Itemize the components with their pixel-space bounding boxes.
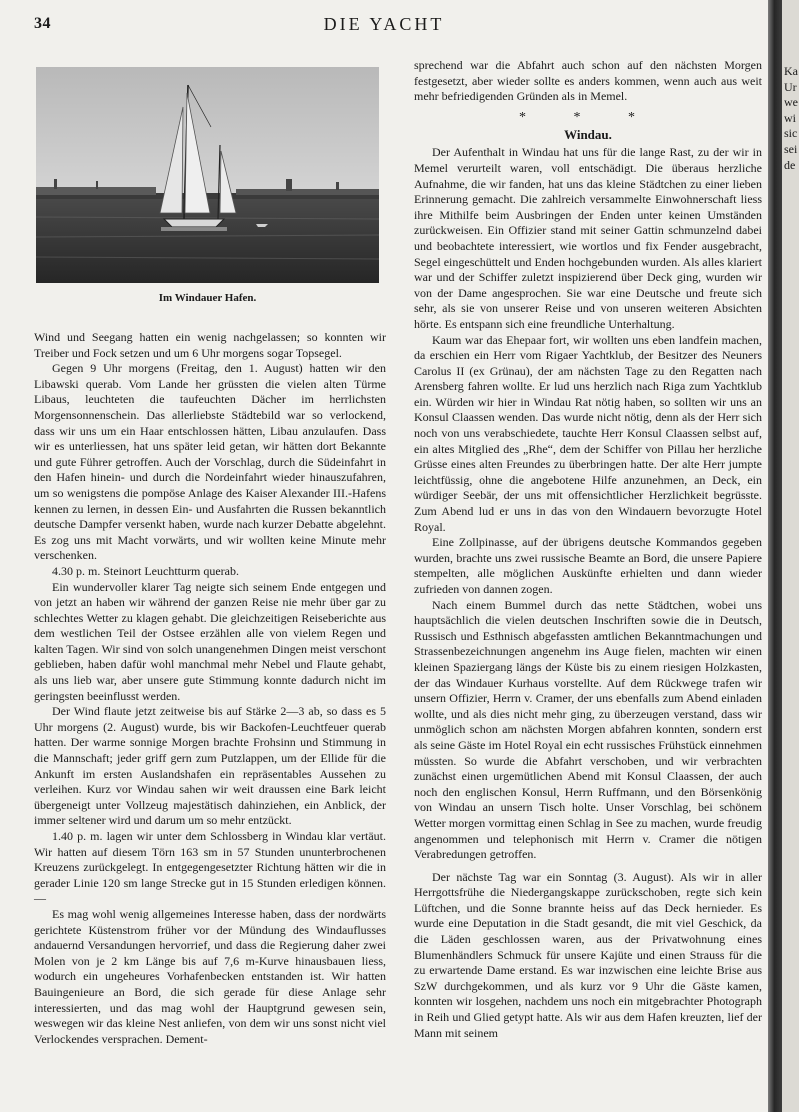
paragraph: Wind und Seegang hatten ein wenig nachgelassen; so konnten wir Treiber und Fock setzen und um 6 Uhr morgens sogar Topsegel.: [34, 330, 386, 360]
fragment-line: sic: [784, 126, 798, 141]
right-column: [414, 58, 762, 1041]
book-gutter: [768, 0, 782, 1112]
harbour-photo: [36, 67, 379, 283]
figure-caption: Im Windauer Hafen.: [158, 292, 257, 304]
next-page-fragment: [782, 0, 799, 1112]
fragment-line: de: [784, 157, 796, 172]
section-heading: Windau.: [564, 126, 612, 142]
sailing-yacht-image: [36, 67, 379, 283]
fragment-line: we: [784, 95, 798, 110]
paragraph: Ein wundervoller klarer Tag neigte sich seinem Ende entgegen und von jetzt an haben wir während der ganzen Reise nie mehr über gar zu schlechtes Wetter zu klagen gehabt. Die gleichzeitigen Reiseberichte aus dem westlichen Teil der Ostsee erzählen alle von vielem Regen und kalten Tagen. Wir sind von solch unangenehmen Dingen meist verschont geblieben, haben dafür wohl manchmal mehr Nebel und Flaute gehabt, als uns lieb war, aber unsere gute Stimmung konnte dadurch nicht im geringsten beeinflusst werden.: [34, 579, 386, 703]
paragraph: Der nächste Tag war ein Sonntag (3. August). Als wir in aller Herrgottsfrühe die Niedergangskappe zurückschoben, regte sich kein Lüftchen, und die Sonne brannte heiss auf das Deck hernieder. Es wurde eine Deputation in die Stadt gesandt, die mit viel Geschick, da die Läden geschlossen waren, aus der Privatwohnung eines Blumenhändlers Schmuck für unsere Kajüte und einen Strauss für die zu erwartende Dame erstand. Es war inzwischen eine leichte Brise aus SzW durchgekommen, und als kurz vor 9 Uhr die Gäste kamen, konnten wir losgehen, nachdem uns noch ein mitgebrachter Photograph in Reih und Glied getypt hatte. Als wir aus dem Hafen kreuzten, lief der Mann mit seinem: [414, 869, 762, 1040]
paragraph: 1.40 p. m. lagen wir unter dem Schlossberg in Windau klar vertäut. Wir hatten auf diesem Törn 163 sm in 57 Stunden ununterbrochenen Kreuzens zurückgelegt. In entgegengesetzter Richtung hätten wir die in gerader Linie 120 sm lange Strecke gut in 15 Stunden erledigen können. —: [34, 829, 386, 906]
paragraph: Der Wind flaute jetzt zeitweise bis auf Stärke 2—3 ab, so dass es 5 Uhr morgens (2. August) wurde, bis wir Backofen-Leuchtfeuer querab hatten. Der warme sonnige Morgen brachte Frohsinn und Stimmung in die Mannschaft; jeder griff gern zum Putzlappen, um der Ellide für die Ankunft im ersten Auslandshafen ein repräsentables Aussehen zu verleihen. Kurz vor Windau sahen wir weit draussen eine Bark leicht übergeneigt unter Vollzeug majestätisch dahinziehen, ein Anblick, der immer seltener wird und darum um so mehr entzückt.: [34, 704, 386, 828]
paragraph: Nach einem Bummel durch das nette Städtchen, wobei uns hauptsächlich die vielen deutschen Inschriften sowie die in Deutsch, Russisch und Esthnisch abgefassten amtlichen Bekanntmachungen und Strassenbezeichnungen angenehm ins Auge fielen, machten wir einen kleinen Spaziergang längs der Küste bis zu einem riesigen Holzkasten, der das Windauer Kurhaus vorstellte. Auf dem Rückwege trafen wir unsern Offizier, Herrn v. Cramer, der uns ebenfalls zum Abend einladen wollte, und als dies nicht mehr ging, zu überzeugen verstand, dass wir unmöglich schon am nächsten Morgen abfahren konnten, sondern erst als seine Gäste im Hotel Royal ein echt russisches Frühstück einnehmen müssten. So wurde die Abfahrt verschoben, und wir verbrachten zunächst einen urgemütlichen Abend mit Konsul Claassen, der auch noch den englischen Konsul, Herrn Ruffmann, und den Börsenkönig von Windau an unsern Tisch holte. Unser Vorschlag, bei schönem Wetter morgen vormittag einen Schlag in See zu machen, wurde freudig angenommen und telephonisch mit Herrn v. Cramer die nötigen Verabredungen getroffen.: [414, 597, 762, 862]
fragment-line: sei: [784, 141, 798, 156]
paragraph: Es mag wohl wenig allgemeines Interesse haben, dass der nordwärts gerichtete Küstenstrom früher vor der Mündung des Windauflusses andauernd Versandungen hervorrief, und dass die Regierung daher zwei Molen von je 2 km Länge bis auf 7,6 m-Kurve hinausbauen liess, wodurch ein ungeheures Vorhafenbecken entstanden ist. Wir hatten Bauingenieure an Bord, die sich gerade für diese Anlage sehr interessierten, und das mag wohl der Hauptgrund gewesen sein, weswegen wir das kleine Nest anliefen, von dem wir uns sonst nicht viel Verlockendes versprachen. Dement-: [34, 906, 386, 1046]
running-title: DIE YACHT: [323, 14, 445, 34]
paragraph: Eine Zollpinasse, auf der übrigens deutsche Kommandos gegeben wurden, brachte uns zwei russische Beamte an Bord, die unsere Papiere stempelten, alle möglichen Auskünfte erhielten und dann wieder zufrieden von dannen zogen.: [414, 535, 762, 596]
left-column: [34, 330, 386, 1047]
fragment-line: Ur: [784, 79, 797, 94]
paragraph: 4.30 p. m. Steinort Leuchtturm querab.: [52, 563, 239, 578]
fragment-line: wi: [784, 110, 796, 125]
paragraph: Der Aufenthalt in Windau hat uns für die lange Rast, zu der wir in Memel verurteilt waren, voll entschädigt. Die überaus herzliche Aufnahme, die wir fanden, hat uns das kleine Städtchen zu einer lieben Erinnerung gemacht. Die zahlreich versammelte Einwohnerschaft liess ihre Mithilfe beim Ausbringen der Enden unter keinen Umständen zurückweisen. Ein Offizier stand mit seiner Gattin schmunzelnd dabei und beobachtete interessiert, wie wortlos und fix Fender ausgebracht, Segel eingeschüttelt und Enden hochgebunden wurden. Als alles klariert war und der Schiffer zuletzt inspizierend über Deck ging, wurden wir von der Dame angesprochen. Sie war eine Deutsche und freute sich sehr, als sie von unserer Reise und von unseren weiteren Absichten hörte. Es entspann sich eine freundliche Unterhaltung.: [414, 145, 762, 331]
paragraph: Gegen 9 Uhr morgens (Freitag, den 1. August) hatten wir den Libawski querab. Vom Lande her grüssten die vielen alten Türme Libaus, leuchteten die taufeuchten Dächer im herrlichsten Morgensonnenschein. Das allerliebste Städtebild war so verlockend, dass wir uns um ein Haar entschlossen hätten, Libau anzulaufen. Dass wir es unterliessen, hat uns später leid getan, wir hätten dort Bekannte und gute Führer getroffen. Auch der Vorschlag, durch die Südeinfahrt in den Hafen hinein- und durch die Nordeinfahrt wieder hinauszufahren, um so wenigstens die pompöse Anlage des Kaiser Alexander III.-Hafens kennen zu lernen, in dessen Ein- und Ausfahrten die Russen bekanntlich deutsche Dampfer versenkt haben, wurde nach kurzer Debatte abgelehnt. Es zog uns mit Macht vorwärts, und wir wollten keine Minute mehr verschenken.: [34, 361, 386, 563]
fragment-line: Ka: [784, 64, 798, 78]
section-separator: * * *: [519, 109, 657, 125]
paragraph: Kaum war das Ehepaar fort, wir wollten uns eben landfein machen, da erschien ein Herr vom Rigaer Yachtklub, der Besitzer des Neuners Carolus II (ex Grünau), der am nächsten Tage zu den Regatten nach Arensberg fahren wollte. Er lud uns herzlich nach Riga zum Yachtklub ein. Würden wir hier in Windau Rat nötig haben, so sollten wir uns an Konsul Claassen wenden. Das wurde nicht nötig, denn als der Herr sich noch von uns verabschiedete, tauchte Herr Konsul Claassen selbst auf, ein altes Mitglied des „Rhe“, dem der Schiffer von Pillau her herzliche Grüsse eines alten Freundes zu überbringen hatte. Der alte Herr jumpte leichtfüssig, ohne die angebotene Hilfe anzunehmen, an Deck, ein würdiger Seebär, der uns mit offensichtlicher Herzlichkeit begrüsste. Zum Abend lud er uns in das von den Windauern bevorzugte Hotel Royal.: [414, 332, 762, 534]
paragraph: sprechend war die Abfahrt auch schon auf den nächsten Morgen festgesetzt, aber wieder sollte es anders kommen, wenn auch aus weit mehr befriedigenden Gründen als in Memel.: [414, 58, 762, 104]
page-number: 34: [34, 15, 51, 32]
